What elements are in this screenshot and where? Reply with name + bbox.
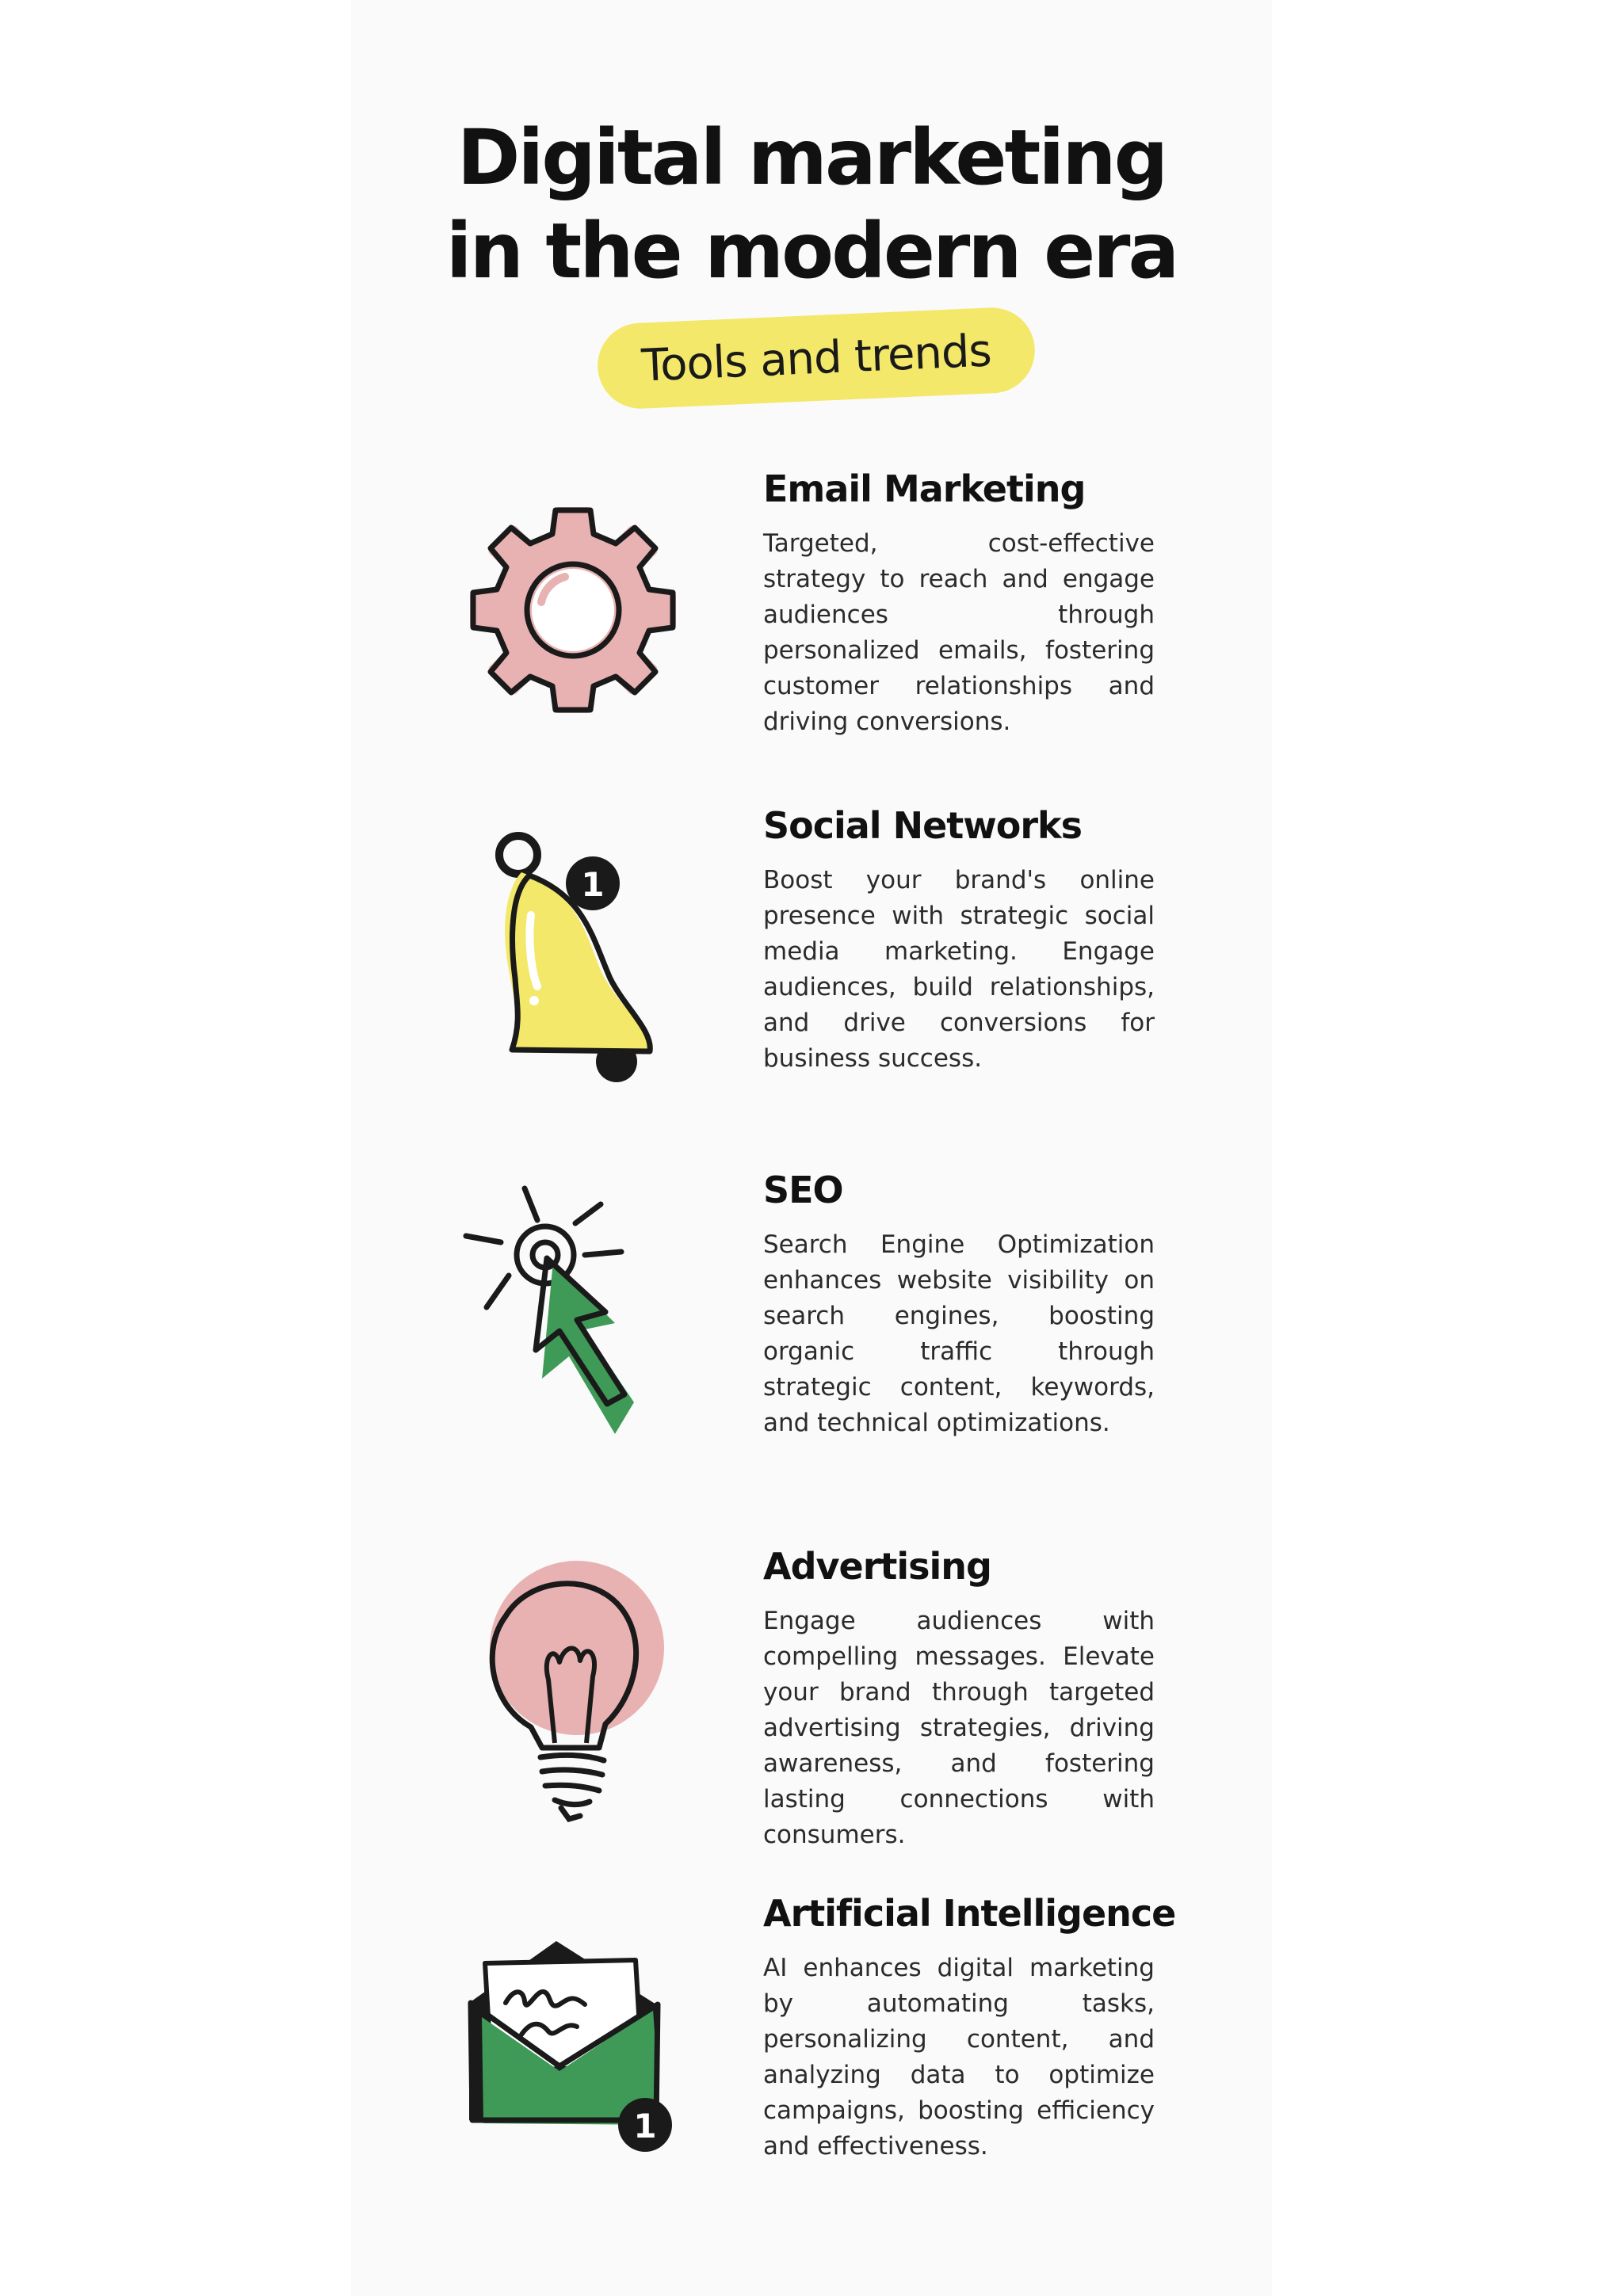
- item-title: SEO: [763, 1169, 843, 1211]
- notification-badge: [618, 2098, 672, 2152]
- envelope-icon: [466, 1916, 696, 2153]
- item-title: Artificial Intelligence: [763, 1892, 1176, 1935]
- cursor-click-icon: [466, 1173, 696, 1458]
- bell-icon: [466, 820, 696, 1081]
- title-line-2: in the modern era: [445, 207, 1178, 296]
- section-seo: [351, 1161, 1272, 1478]
- title-line-1: Digital marketing: [456, 113, 1167, 202]
- item-description: Search Engine Optimization enhances website visibility on search engines, boosting organic traffic through strategic content, keywords, and technical optimizations.: [763, 1230, 1155, 1437]
- item-title: Social Networks: [763, 804, 1083, 847]
- item-description: AI enhances digital marketing by automating tasks, personalizing content, and analyzing data to optimize campaigns, boosting efficiency and effectiveness.: [763, 1954, 1155, 2161]
- lightbulb-icon: [466, 1561, 680, 1822]
- item-description: Boost your brand's online presence with strategic social media marketing. Engage audiences, build relationships, and drive conversions for business success.: [763, 866, 1155, 1073]
- section-email-marketing: [351, 460, 1272, 776]
- subtitle-badge: [596, 306, 1037, 410]
- subtitle-text: Tools and trends: [640, 324, 992, 392]
- section-artificial-intelligence: [351, 1884, 1272, 2201]
- badge-count: 1: [633, 2107, 657, 2145]
- section-social-networks: [351, 796, 1272, 1113]
- badge-count: 1: [581, 865, 605, 904]
- item-description: Engage audiences with compelling messages. Elevate your brand through targeted advertising strategies, driving awareness, and fostering lasting connections with consumers.: [763, 1607, 1155, 1849]
- item-description: Targeted, cost-effective strategy to reach and engage audiences through personalized emails, fostering customer relationships and driving conversions.: [763, 529, 1155, 736]
- section-advertising: [351, 1537, 1272, 1870]
- notification-badge: [566, 856, 620, 910]
- item-title: Email Marketing: [763, 467, 1086, 510]
- infographic-poster: [351, 0, 1272, 2296]
- gear-icon: [466, 503, 680, 717]
- page-title: [351, 111, 1272, 298]
- item-title: Advertising: [763, 1545, 991, 1588]
